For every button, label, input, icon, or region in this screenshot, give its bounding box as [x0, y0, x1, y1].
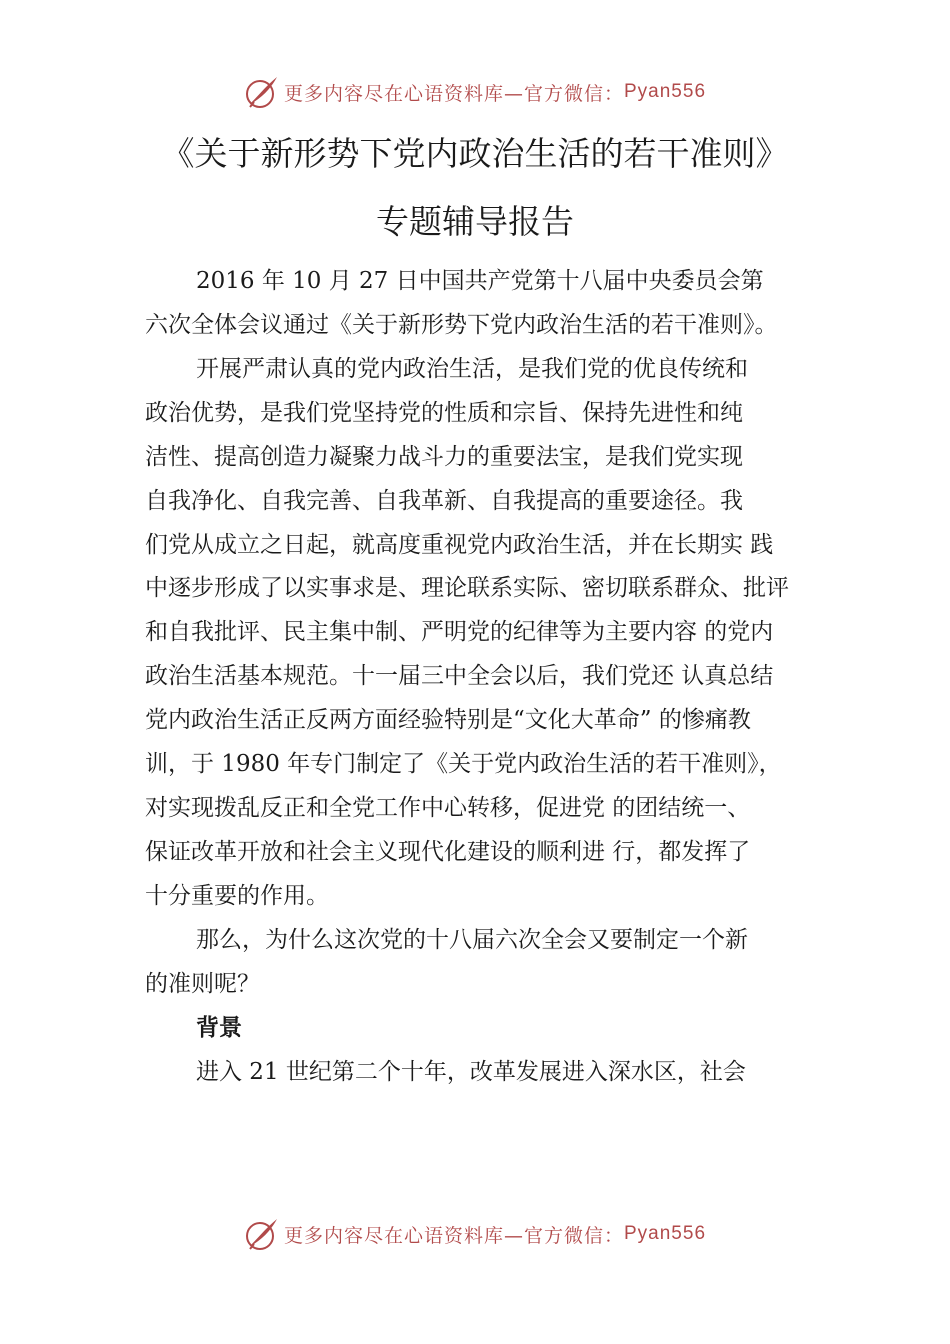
body-line: 六次全体会议通过《关于新形势下党内政治生活的若干准则》。	[145, 312, 778, 338]
body-line: 2016 年 10 月 27 日中国共产党第十八届中央委员会第	[196, 268, 764, 294]
body-line: 的准则呢？	[145, 971, 260, 997]
body-line: 自我净化、自我完善、自我革新、自我提高的重要途径。我	[145, 488, 743, 514]
section-heading: 背景	[196, 1015, 242, 1041]
banner-account: Pyan556	[624, 1223, 707, 1244]
quill-logo-icon	[244, 1216, 280, 1252]
body-line: 十分重要的作用。	[145, 883, 329, 909]
body-line: 保证改革开放和社会主义现代化建设的顺利进 行，都发挥了	[145, 839, 751, 865]
body-line: 政治生活基本规范。十一届三中全会以后，我们党还 认真总结	[145, 663, 774, 689]
body-line: 洁性、提高创造力凝聚力战斗力的重要法宝，是我们党实现	[145, 444, 743, 470]
footer-banner	[0, 1214, 950, 1254]
body-line: 开展严肃认真的党内政治生活，是我们党的优良传统和	[196, 356, 748, 382]
body-line: 政治优势，是我们党坚持党的性质和宗旨、保持先进性和纯	[145, 400, 743, 426]
body-line: 训，于 1980 年专门制定了《关于党内政治生活的若干准则》，	[145, 751, 782, 777]
body-line: 和自我批评、民主集中制、严明党的纪律等为主要内容 的党内	[145, 619, 774, 645]
body-line: 中逐步形成了以实事求是、理论联系实际、密切联系群众、批评	[145, 575, 789, 601]
body-line: 们党从成立之日起，就高度重视党内政治生活，并在长期实 践	[145, 532, 774, 558]
banner-text: 更多内容尽在心语资料库—官方微信：	[283, 1224, 624, 1247]
banner-text: 更多内容尽在心语资料库—官方微信：	[283, 82, 624, 105]
body-line: 对实现拨乱反正和全党工作中心转移，促进党 的团结统一、	[145, 795, 751, 821]
body-line: 党内政治生活正反两方面经验特别是“文化大革命” 的惨痛教	[145, 707, 751, 733]
body-line: 进入 21 世纪第二个十年，改革发展进入深水区，社会	[196, 1059, 746, 1085]
document-subtitle: 专题辅导报告	[376, 202, 574, 241]
body-line: 那么，为什么这次党的十八届六次全会又要制定一个新	[196, 927, 748, 953]
quill-logo-icon	[244, 74, 280, 110]
banner-account: Pyan556	[624, 81, 707, 102]
header-banner	[0, 72, 950, 112]
document-title: 《关于新形势下党内政治生活的若干准则》	[161, 134, 789, 173]
